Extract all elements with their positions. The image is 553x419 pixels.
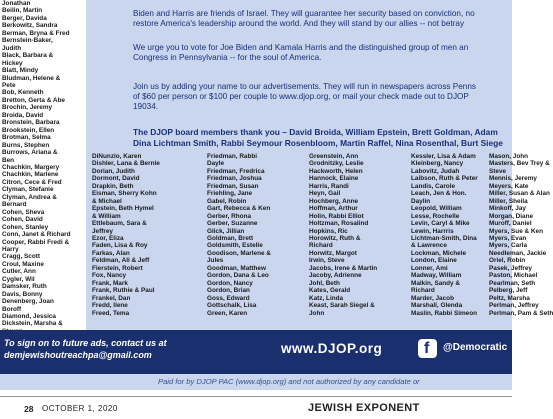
signatory-name: Cutler, Ann <box>2 268 36 276</box>
signatory-name: Pelberg, Jeff <box>489 287 528 295</box>
ad-paragraph-2-line-1: We urge you to vote for Joe Biden and Kamala Harris and the distinguished group of men an <box>133 43 469 52</box>
signatory-name: Cohen, David <box>2 216 43 224</box>
signatory-name: Friedman, Joshua <box>207 175 262 183</box>
signatory-name: Cygler, Wil <box>2 275 35 283</box>
signatory-name: Jonathan <box>2 0 31 7</box>
signatory-name: Fox, Nancy <box>92 272 127 280</box>
footer-band <box>0 330 512 374</box>
signatory-name: Jules <box>207 257 224 265</box>
signatory-name: Hackworth, Helen <box>309 167 363 175</box>
signatory-name: Freed, Tema <box>92 309 130 317</box>
signatory-name: Hickey <box>2 59 23 67</box>
signatory-name: Chachkin, Marlene <box>2 171 59 179</box>
signatory-name: Peltz, Marsha <box>489 294 530 302</box>
page-footer <box>0 396 512 419</box>
signatory-name: Epstein, Beth Hymel <box>92 205 154 213</box>
signatory-name: Harry <box>2 245 19 253</box>
signatory-name: Morgan, Diane <box>489 212 534 220</box>
signatory-name: Lonner, Ami <box>411 264 448 272</box>
signatory-name: Clyman, Andrea & <box>2 193 57 201</box>
signatory-name: Damsker, Ruth <box>2 283 47 291</box>
signatory-name: Bludman, Helene & <box>2 74 61 82</box>
board-thanks-line-2: Dina Lichtman Smith, Rabbi Seymour Rosenbloom, Martin Raffel, Nina Rosenthal, Burt Siege <box>133 138 503 148</box>
signatory-name: Muroff, Daniel <box>489 220 532 228</box>
signatory-name: Cohen, Sheva <box>2 208 45 216</box>
facebook-handle: @Democratic <box>443 342 508 353</box>
signatory-name: Blatt, Mindy <box>2 67 39 75</box>
signatory-name: Kessler, Lisa & Adam <box>411 153 476 160</box>
signatory-name: Bronstein, Barbara <box>2 119 60 127</box>
signatory-name: Katz, Linda <box>309 294 344 302</box>
signatory-name: Johl, Beth <box>309 279 340 287</box>
signatory-name: Leach, Jen & Hon. <box>411 190 467 198</box>
contact-email: demjewishoutreachpa@gmail.com <box>4 350 152 360</box>
signatory-name: Croul, Maxine <box>2 260 44 268</box>
signatory-name: Frank, Mark <box>92 279 128 287</box>
signatory-name: Citron, Cece & Fred <box>2 178 62 186</box>
signatory-name: Pasek, Jeffrey <box>489 264 532 272</box>
signatory-name: Friehling, Jane <box>207 190 253 198</box>
signatory-name: Malkin, Sandy & <box>411 279 461 287</box>
signatory-name: Fierstein, Robert <box>92 264 143 272</box>
ad-paragraph-1 <box>133 9 523 29</box>
ad-paragraph-3 <box>133 82 523 113</box>
signatory-name: Goodison, Marlene & <box>207 249 271 257</box>
signatory-name: Boroff <box>2 305 22 313</box>
signatory-name: Greenstein, Ann <box>309 153 359 160</box>
signatory-name: & Lawrence <box>411 242 447 250</box>
signatory-name: Berger, Davida <box>2 14 47 22</box>
signatory-name: Broida, David <box>2 111 44 119</box>
facebook-icon <box>418 339 437 358</box>
signatory-name: Richard <box>309 242 333 250</box>
facebook-glyph: f <box>424 340 430 357</box>
signatory-name: Mason, John <box>489 153 529 160</box>
signatory-name: Gordon, Brian <box>207 287 250 295</box>
signatory-name: Horowitz, Ruth & <box>309 234 361 242</box>
signatory-name: Burrows, Ariana & <box>2 149 58 157</box>
ad-paragraph-1-line-2: restore America's leadership around the world. And they will stand by our allies -- not betray <box>133 19 465 29</box>
signatory-name: Conn, Janet & Richard <box>2 231 71 239</box>
ad-paragraph-2-line-2: Congress in Pennsylvania -- for the soul of America. <box>133 53 322 63</box>
signatory-name: Davis, Bonny <box>2 290 43 298</box>
board-thanks <box>133 127 523 149</box>
signatory-name: Meyers, Kate <box>489 182 529 190</box>
signatory-name: Jeffrey <box>92 227 113 235</box>
signatory-name: Kates, Gerald <box>309 287 351 295</box>
signatory-name: Cooper, Rabbi Fredi & <box>2 238 70 246</box>
signatory-name: Fredd, Ilene <box>92 302 128 310</box>
signatory-name: Gerber, Rhona <box>207 212 252 220</box>
signatory-name: Eisman, Sherry Kohn <box>92 190 157 198</box>
signatory-name: DiNunzio, Karen <box>92 153 142 160</box>
ad-panel <box>86 0 553 330</box>
signatory-name: John <box>309 309 325 317</box>
signatory-name: Mennis, Jeremy <box>489 175 537 183</box>
signatory-name: Clyman, Stefanie <box>2 186 54 194</box>
signatory-name: Friedman, Susan <box>207 182 259 190</box>
signatory-name: Grodnitzky, Leslie <box>309 160 364 168</box>
signatory-name: Lichtman-Smith, Dina <box>411 234 477 242</box>
signatory-name: & Michael <box>92 197 122 205</box>
signatory-name: Keast, Sarah Siegel & <box>309 302 375 310</box>
signatory-name: Richard <box>411 287 435 295</box>
signatory-name: Hochberg, Anne <box>309 197 359 205</box>
website-url: www.DJOP.org <box>281 341 383 356</box>
signatory-name: Jacoby, Adrienne <box>309 272 362 280</box>
signatory-name: Lesse, Rochelle <box>411 212 460 220</box>
signatory-name: Harris, Randi <box>309 182 349 190</box>
page-number: 28 <box>24 404 34 414</box>
signatory-name: Levin, Caryl & Mike <box>411 220 470 228</box>
signatory-name: Dormont, David <box>92 175 140 183</box>
signatory-name: Faden, Lisa & Roy <box>92 242 148 250</box>
signatory-name: Chachkin, Margery <box>2 163 60 171</box>
ad-paragraph-3-line-3: 19034. <box>133 102 159 112</box>
signatory-name: Heyn, Gail <box>309 190 341 198</box>
signatory-name: Steve <box>489 167 507 175</box>
signatory-name: Myers, Evan <box>489 234 527 242</box>
signatory-name: Perlman, Jeffrey <box>489 302 539 310</box>
paid-by-strip <box>0 374 512 390</box>
signatory-name: Frankel, Dan <box>92 294 131 302</box>
signatory-name: Myers, Sue & Ken <box>489 227 543 235</box>
issue-date: OCTOBER 1, 2020 <box>42 404 118 413</box>
signatory-name: Marder, Jacob <box>411 294 454 302</box>
signatory-name: Diamond, Jessica <box>2 313 56 321</box>
signatory-name: Frank, Ruthie & Paul <box>92 287 155 295</box>
cta-line-1: To sign on to future ads, contact us at <box>4 338 167 348</box>
signatory-name: Friedman, Fredrica <box>207 167 265 175</box>
signatory-name: Paston, Michael <box>489 272 538 280</box>
signatory-name: Goss, Edward <box>207 294 250 302</box>
signatory-name: Needleman, Jackie <box>489 249 547 257</box>
signatory-name: Judith <box>2 44 22 52</box>
ad-paragraph-2 <box>133 43 523 63</box>
signatory-name: Landis, Carole <box>411 182 456 190</box>
signatory-name: Holin, Rabbi Elliot <box>309 212 364 220</box>
signatory-name: Berkowitz, Sandra <box>2 22 58 30</box>
signatory-name: Perlman, Pam & Seth <box>489 309 553 317</box>
signatory-name: Hopkins, Ric <box>309 227 348 235</box>
signatory-name: Gordon, Dana & Leo <box>207 272 269 280</box>
signatory-name: Minkoff, Jay <box>489 205 526 213</box>
signatory-name: Pearlman, Seth <box>489 279 536 287</box>
signatory-name-grid <box>92 153 553 330</box>
signatory-name: Lockman, Michele <box>411 249 467 257</box>
signatory-name: Ben <box>2 156 15 164</box>
signatory-name: Bob, Kenneth <box>2 89 44 97</box>
signatory-name: Masters, Bev Trey & <box>489 160 550 168</box>
signatory-name: Green, Karen <box>207 309 248 317</box>
name-column-4 <box>411 153 478 317</box>
signatory-name: London, Elaine <box>411 257 457 265</box>
paid-by-disclaimer: Paid for by DJOP PAC (www.djop.org) and not authorized by any candidate or <box>158 377 420 386</box>
ad-paragraph-3-line-1: Join us by adding your name to our advertisements. They will run in newspapers across Penns <box>133 82 476 91</box>
name-column-1 <box>92 153 160 317</box>
signatory-name: Ezor, Eliza <box>92 234 124 242</box>
signatory-name: Goldsmith, Estelle <box>207 242 263 250</box>
signatory-name: Miller, Sheila <box>489 197 528 205</box>
name-column-3 <box>309 153 377 317</box>
ad-paragraph-1-line-1: Biden and Harris are friends of Israel. They will guarantee her security based on conviction, no <box>133 9 475 18</box>
left-name-column <box>2 0 84 330</box>
signatory-name: Leopold, William <box>411 205 462 213</box>
signatory-name: Laibson, Ruth & Peter <box>411 175 478 183</box>
signatory-name: Ettlebaum, Sara & <box>92 220 147 228</box>
signatory-name: Hannock, Elaine <box>309 175 359 183</box>
signatory-name: & William <box>92 212 121 220</box>
signatory-name: Feldman, Ali & Jeff <box>92 257 150 265</box>
signatory-name: Black, Barbara & <box>2 52 54 60</box>
publication-name: JEWISH EXPONENT <box>308 402 420 414</box>
signatory-name: Gordon, Nancy <box>207 279 253 287</box>
signatory-name: Berman, Bryna & Fred <box>2 29 70 37</box>
signatory-name: Daylin <box>411 197 431 205</box>
signatory-name: Bernard <box>2 201 27 209</box>
signatory-name: Hoffman, Arthur <box>309 205 358 213</box>
signatory-name: Gerber, Suzanne <box>207 220 258 228</box>
signatory-name: Gart, Rebecca & Ken <box>207 205 271 213</box>
signatory-name: Marshall, Glenda <box>411 302 463 310</box>
signatory-name: Maslin, Rabbi Simeon <box>411 309 478 317</box>
signatory-name: Burns, Stephen <box>2 141 50 149</box>
signatory-name: Cragg, Scott <box>2 253 40 261</box>
name-column-2 <box>207 153 271 317</box>
signatory-name: Friedman, Rabbi <box>207 153 258 160</box>
signatory-name: Myers, Carla <box>489 242 528 250</box>
signatory-name: Labovitz, Judah <box>411 167 460 175</box>
signatory-name: Kleinberg, Nancy <box>411 160 464 168</box>
signatory-name: Irwin, Steve <box>309 257 345 265</box>
signatory-name: Horwitz, Margot <box>309 249 357 257</box>
signatory-name: Holtzman, Rosalind <box>309 220 369 228</box>
signatory-name: Dishler, Lana & Bernie <box>92 160 160 168</box>
signatory-name: Lewin, Harrris <box>411 227 454 235</box>
signatory-name: Brookstein, Ellen <box>2 126 55 134</box>
signatory-name: Drapkin, Beth <box>92 182 134 190</box>
signatory-name: Miller, Susan & Alan <box>489 190 550 198</box>
signatory-name: Farkas, Alan <box>92 249 130 257</box>
signatory-name: Goodman, Matthew <box>207 264 266 272</box>
signatory-name: Glick, Jillian <box>207 227 245 235</box>
name-column-5 <box>489 153 553 317</box>
signatory-name: Bernstein-Baker, <box>2 37 53 45</box>
signatory-name: Dayle <box>207 160 225 168</box>
board-thanks-line-1: The DJOP board members thank you – David Broida, William Epstein, Brett Goldman, Adam <box>133 127 498 137</box>
signatory-name: Cohen, Stanley <box>2 223 49 231</box>
signatory-name: Brotman, Selma <box>2 134 51 142</box>
signatory-name: Beilin, Martin <box>2 7 43 15</box>
signatory-name: Pete <box>2 81 16 89</box>
signatory-name: Goldman, Brett <box>207 234 254 242</box>
signatory-name: Jacobs, Irene & Martin <box>309 264 378 272</box>
signatory-name: Gottschalk, Lisa <box>207 302 257 310</box>
signatory-name: Brochin, Jeremy <box>2 104 53 112</box>
ad-paragraph-3-line-2: of $60 per person or $100 per couple to www.djop.org, or mail your check made out to DJOP <box>133 92 469 102</box>
signatory-name: Madway, William <box>411 272 462 280</box>
signatory-name: Denenberg, Joan <box>2 298 54 306</box>
signatory-name: Oriel, Robin <box>489 257 526 265</box>
signatory-name: Dorian, Judith <box>92 167 135 175</box>
signatory-name: Gabel, Robin <box>207 197 247 205</box>
signatory-name: Dickstein, Marsha & <box>2 320 63 328</box>
signatory-name: Bretton, Gerta & Abe <box>2 96 65 104</box>
